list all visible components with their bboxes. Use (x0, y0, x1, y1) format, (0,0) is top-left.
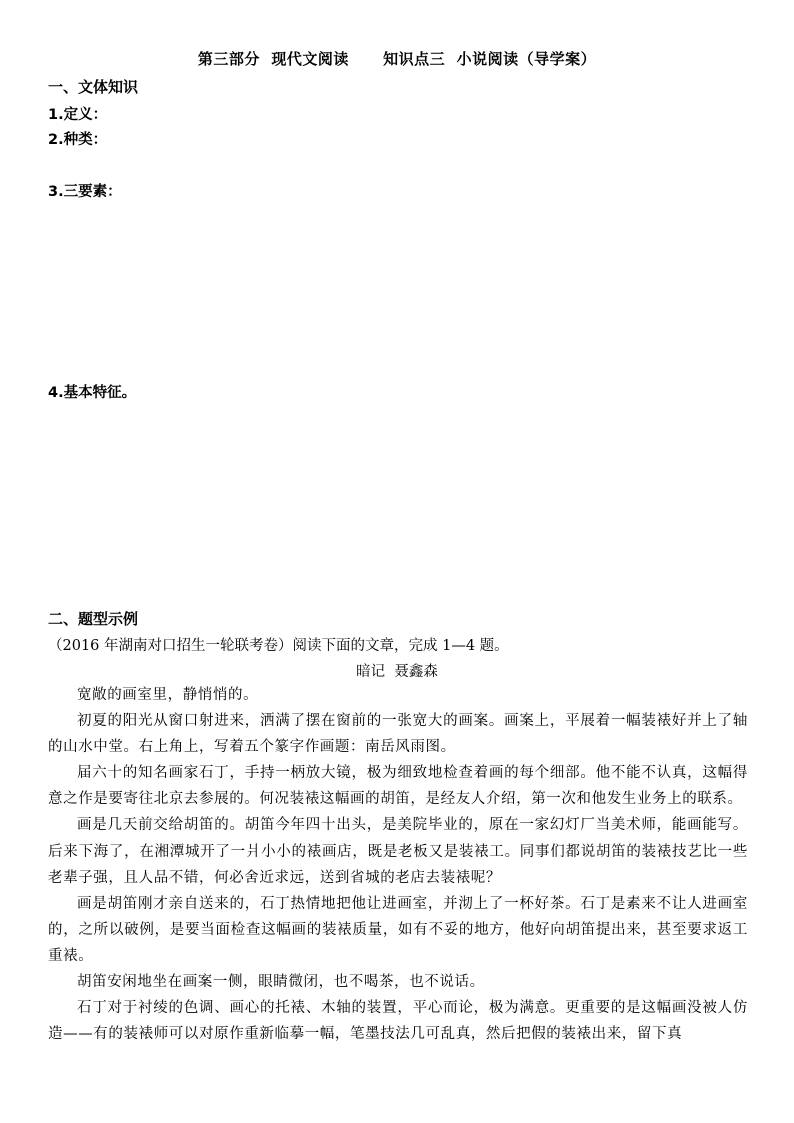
title-point: 知识点三 (383, 50, 446, 68)
section1-heading: 一、文体知识 (48, 78, 139, 96)
story-paragraph: 画是胡笛刚才亲自送来的，石丁热情地把他让进画室，并沏上了一杯好茶。石丁是素来不让人进画室的，之所以破例，是要当面检查这幅画的装裱质量，如有不妥的地方，他好向胡笛提出来，甚至要求返工重裱。 (48, 895, 748, 964)
title-part: 第三部分 (197, 50, 260, 68)
item-basic-features: 4.基本特征。 (48, 385, 137, 401)
story-title-text: 暗记 (356, 664, 386, 680)
story-author: 聂鑫森 (394, 664, 438, 680)
page-title (0, 48, 794, 69)
title-topic: 小说阅读（导学案） (456, 50, 597, 68)
story-paragraph: 画是几天前交给胡笛的。胡笛今年四十出头，是美院毕业的，原在一家幻灯厂当美术师，能画能写。后来下海了，在湘潭城开了一爿小小的裱画店，既是老板又是装裱工。同事们都说胡笛的装裱技艺比一些老辈子强，且人品不错，何必舍近求远，送到省城的老店去装裱呢？ (48, 817, 748, 886)
item-definition: 1.定义： (48, 107, 108, 123)
story-paragraph: 石丁对于衬绫的色调、画心的托裱、木轴的装置，平心而论，极为满意。更重要的是这幅画没被人仿造——有的装裱师可以对原作重新临摹一幅，笔墨技法几可乱真，然后把假的装裱出来，留下真 (48, 1000, 748, 1043)
story-paragraph: 届六十的知名画家石丁，手持一柄放大镜，极为细致地检查着画的每个细部。他不能不认真，这幅得意之作是要寄往北京去参展的。何况装裱这幅画的胡笛，是经友人介绍，第一次和他发生业务上的联系。 (48, 765, 748, 808)
question-source: （2016 年湖南对口招生一轮联考卷）阅读下面的文章，完成 1—4 题。 (48, 638, 509, 654)
story-body (48, 682, 748, 1047)
story-title (0, 660, 794, 681)
title-section: 现代文阅读 (271, 50, 349, 68)
story-paragraph: 宽敞的画室里，静悄悄的。 (77, 687, 259, 703)
story-paragraph: 胡笛安闲地坐在画案一侧，眼睛微闭，也不喝茶，也不说话。 (77, 974, 485, 991)
section2-heading: 二、题型示例 (48, 610, 139, 628)
story-paragraph: 初夏的阳光从窗口射进来，洒满了摆在窗前的一张宽大的画案。画案上，平展着一幅装裱好并上了轴的山水中堂。右上角上，写着五个篆字作画题：南岳风雨图。 (48, 713, 748, 756)
item-types: 2.种类： (48, 132, 108, 148)
item-three-elements: 3.三要素： (48, 184, 122, 200)
